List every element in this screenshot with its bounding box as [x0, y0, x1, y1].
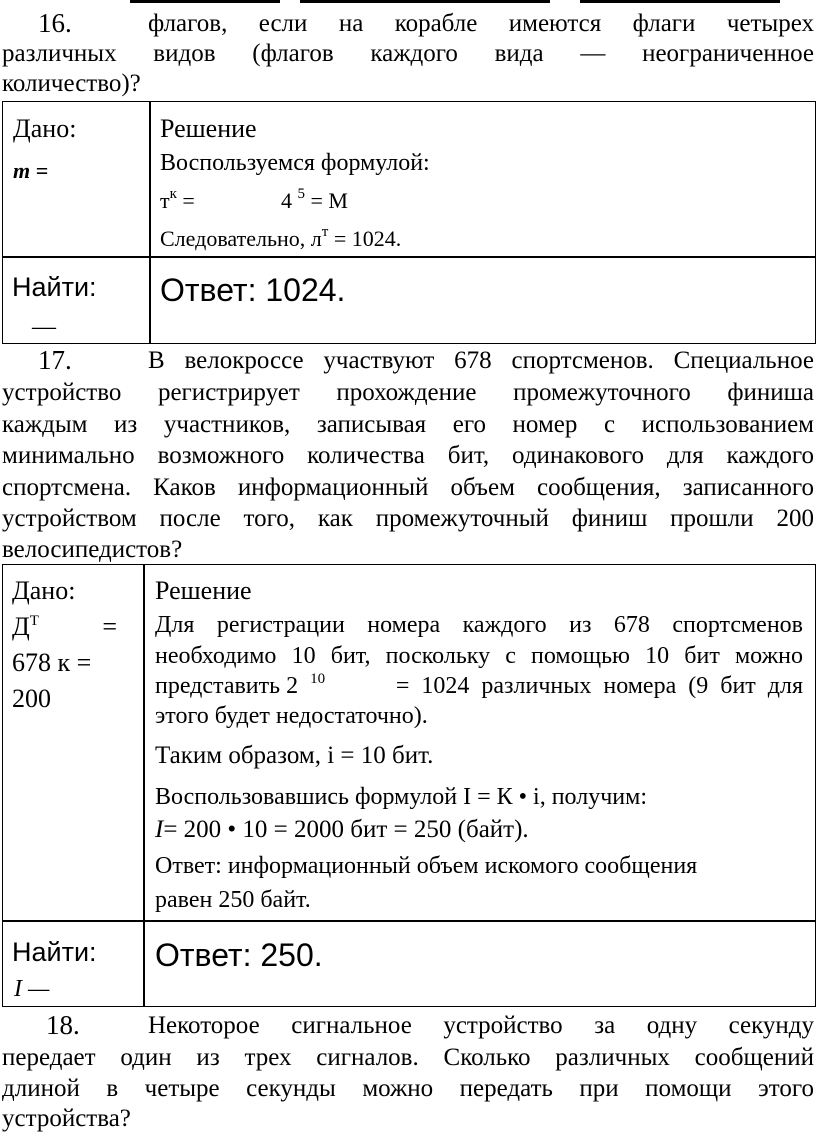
problem-16-line-2: различных видов (флагов каждого вида — неограниченное	[2, 40, 814, 67]
problem-17-number: 17.	[38, 345, 72, 375]
problem-16-find-var: —	[32, 314, 56, 340]
problem-17-solution-line-5: Таким образом, i = 10 бит.	[155, 742, 434, 769]
problem-16-answer: Ответ: 1024.	[160, 272, 346, 308]
problem-16-solution-label: Решение	[160, 114, 257, 143]
problem-17-solution-line-7: I= 200 • 10 = 2000 бит = 250 (байт).	[155, 816, 529, 843]
problem-17-line-5: спортсмена. Каков информационный объем сообщения, записанного	[2, 474, 814, 501]
problem-17-line-7: велосипедистов?	[2, 536, 183, 563]
problem-17-line-1: В велокроссе участвуют 678 спортсменов. Специальное	[148, 347, 814, 374]
problem-17-given-line-1: $Д^Т$ =	[12, 612, 117, 641]
problem-17-given-line-3: 200	[12, 684, 51, 713]
problem-17-column-divider	[143, 564, 145, 1007]
problem-18-number: 18.	[46, 1010, 80, 1040]
problem-17-line-6: устройством после того, как промежуточный финиш прошли 200	[2, 505, 814, 532]
problem-18-line-2: передает один из трех сигналов. Сколько различных сообщений	[2, 1044, 814, 1071]
problem-17-find-label: Найти:	[12, 937, 97, 967]
problem-16-line-3: количество)?	[2, 70, 141, 97]
problem-17-solution-line-6: Воспользовавшись формулой I = К • i, получим:	[155, 784, 647, 810]
problem-17-solution-line-2: необходимо 10 бит, поскольку с помощью 10 бит можно	[155, 643, 803, 669]
problem-16-formula-intro: Воспользуемся формулой:	[160, 150, 430, 176]
problem-17-answer: Ответ: 250.	[155, 937, 323, 973]
problem-16-conclusion: Следовательно, $л^т = 1024$.	[160, 224, 402, 251]
problem-18-line-3: длиной в четыре секунды можно передать при помощи этого	[2, 1075, 814, 1102]
problem-16-column-divider	[149, 101, 151, 344]
problem-17-solution-line-8: Ответ: информационный объем искомого сообщения	[155, 853, 698, 879]
problem-17-given-line-2: 678 к =	[12, 648, 92, 677]
problem-16-formula-result: 4 $^5$ = М	[281, 186, 348, 213]
problem-17-given-label: Дано:	[12, 576, 76, 605]
problem-16-given-var: m =	[13, 158, 49, 183]
problem-16-number: 16.	[38, 8, 72, 38]
problem-16-given-label: Дано:	[13, 114, 77, 143]
problem-17-solution-line-1: Для регистрации номера каждого из 678 спортсменов	[155, 612, 803, 638]
problem-17-find-var: I —	[14, 976, 50, 1002]
problem-16-row-divider	[2, 256, 816, 258]
problem-17-solution-label: Решение	[155, 576, 252, 605]
problem-18-line-4: устройства?	[2, 1105, 131, 1132]
problem-17-solution-line-4: этого будет недостаточно).	[155, 703, 428, 729]
problem-18-line-1: Некоторое сигнальное устройство за одну секунду	[148, 1012, 814, 1039]
problem-16-table	[2, 101, 816, 344]
problem-17-solution-line-9: равен 250 байт.	[155, 887, 311, 913]
problem-17-line-4: минимально возможного количества бит, одинакового для каждого	[2, 442, 814, 469]
problem-17-row-divider	[2, 920, 816, 922]
problem-17-line-2: устройство регистрирует прохождение промежуточного финиша	[2, 379, 814, 406]
problem-17-solution-line-3: представить 2 $^{10}$ = 1024 различных номера (9 бит для	[155, 671, 803, 699]
problem-16-line-1: флагов, если на корабле имеются флаги четырех	[148, 10, 814, 37]
top-rule	[0, 0, 816, 3]
problem-16-find-label: Найти:	[12, 272, 97, 302]
problem-16-formula: $т^к$ =	[160, 186, 195, 213]
problem-17-line-3: каждым из участников, записывая его номер с использованием	[2, 411, 814, 438]
